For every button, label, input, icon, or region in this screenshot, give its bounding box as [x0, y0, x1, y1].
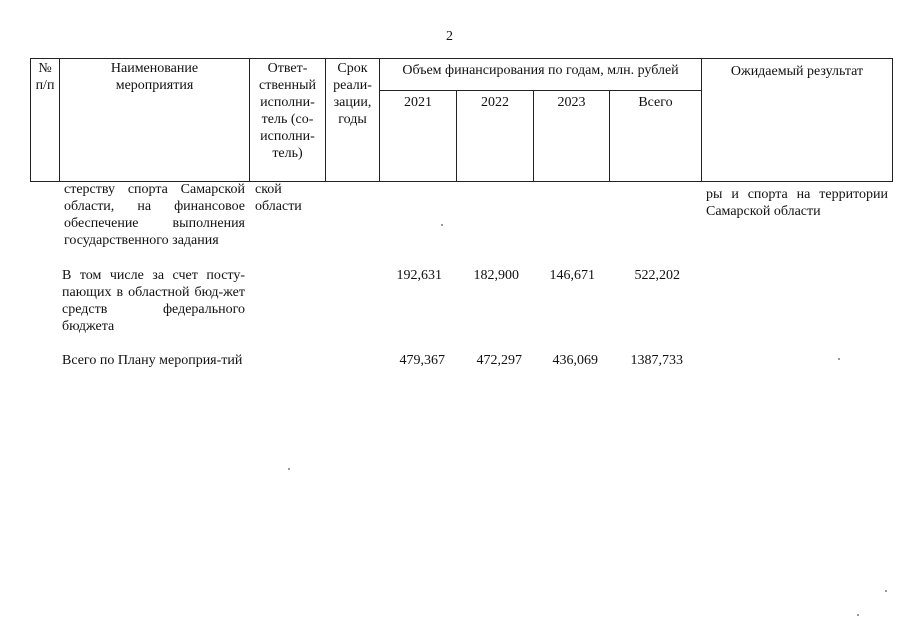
scan-speck [441, 224, 443, 226]
scan-speck [838, 358, 840, 360]
row-3-name: Всего по Плану мероприя-тий [62, 353, 243, 368]
scan-speck [885, 590, 887, 592]
page-number: 2 [446, 29, 453, 44]
header-year-total: Всего [638, 95, 673, 110]
row-1-responsible: ской области [255, 182, 302, 214]
row-3-value-2021: 479,367 [399, 353, 445, 368]
header-year-2021: 2021 [404, 95, 432, 110]
row-2-value-2022: 182,900 [473, 268, 519, 283]
scan-speck [288, 468, 290, 470]
row-3-value-2022: 472,297 [476, 353, 522, 368]
header-col-term: Срок реали- зации, годы [333, 61, 372, 127]
scan-speck [857, 614, 859, 616]
header-col-result: Ожидаемый результат [730, 64, 864, 79]
row-2-value-2023: 146,671 [549, 268, 595, 283]
header-col-funding: Объем финансирования по годам, млн. рублей [402, 63, 679, 78]
header-year-2022: 2022 [481, 95, 509, 110]
table-right-border [892, 58, 893, 182]
header-year-2023: 2023 [557, 95, 586, 110]
header-col-name: Наименование мероприятия [110, 61, 199, 93]
funding-subheader-border [379, 90, 701, 91]
header-col-number: № п/п [35, 61, 55, 93]
row-2-name: В том числе за счет посту-пающих в областной бюд-жет средств федерального бюджета [62, 268, 245, 334]
row-1-name: стерству спорта Самарской области, на финансовое обеспечение выполнения государственного задания [64, 182, 245, 248]
row-2-value-total: 522,202 [634, 268, 680, 283]
header-col-responsible: Ответ- ственный исполни- тель (со- исполни- тель) [259, 61, 316, 161]
row-3-value-total: 1387,733 [630, 353, 683, 368]
row-1-result: ры и спорта на территории Самарской области [706, 187, 888, 219]
table-top-border [30, 58, 893, 59]
row-3-value-2023: 436,069 [552, 353, 598, 368]
row-2-value-2021: 192,631 [396, 268, 442, 283]
